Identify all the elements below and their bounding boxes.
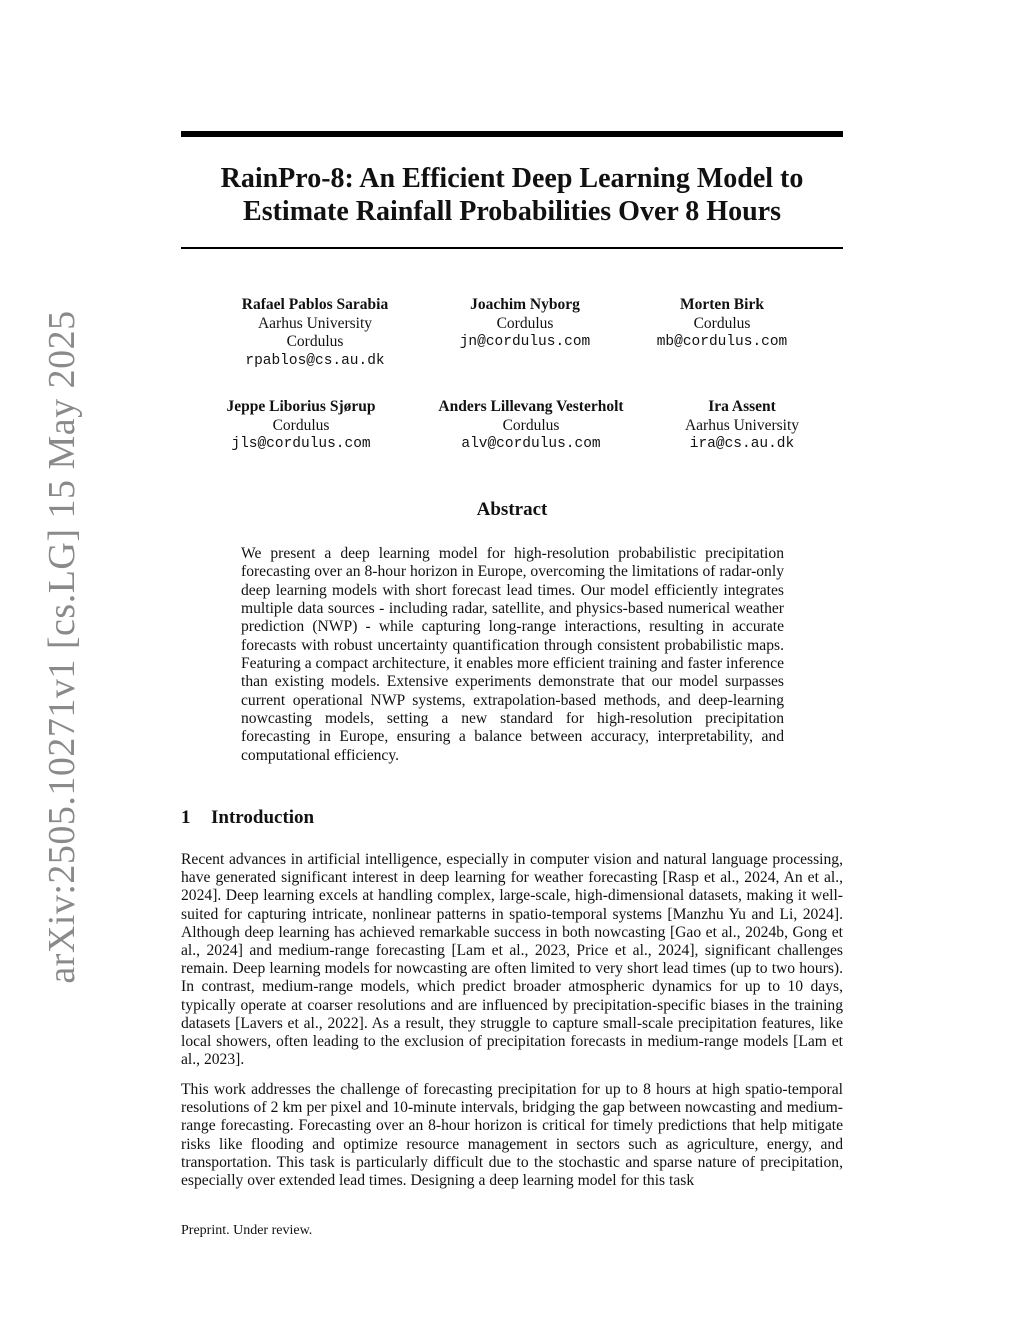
author-name: Morten Birk bbox=[680, 296, 764, 313]
author-block bbox=[181, 398, 421, 454]
paper-title bbox=[181, 162, 843, 228]
author-email: alv@cordulus.com bbox=[461, 436, 601, 452]
section-number: 1 bbox=[181, 807, 191, 828]
author-block bbox=[411, 398, 651, 454]
paper-title-line-2: Estimate Rainfall Probabilities Over 8 Hours bbox=[243, 196, 781, 227]
author-affiliation: Aarhus University bbox=[257, 314, 373, 332]
page-footer-note: Preprint. Under review. bbox=[181, 1223, 313, 1238]
author-affiliation: Aarhus University bbox=[684, 416, 800, 434]
author-name: Anders Lillevang Vesterholt bbox=[438, 398, 624, 415]
author-affiliation: Cordulus bbox=[496, 314, 554, 332]
paper-title-line-1: RainPro-8: An Efficient Deep Learning Model to bbox=[220, 163, 804, 194]
author-name: Joachim Nyborg bbox=[470, 296, 580, 313]
author-email: rpablos@cs.au.dk bbox=[245, 352, 385, 369]
section-title: Introduction bbox=[211, 807, 315, 828]
author-affiliation: Cordulus bbox=[502, 416, 560, 434]
abstract-body: We present a deep learning model for high-resolution probabilistic precipitation forecasting over an 8-hour horizon in Europe, overcoming the limitations of radar-only deep learning models with short forecast lead times. Our model efficiently integrates multiple data sources - including radar, satellite, and physics-based numerical weather prediction (NWP) - while capturing long-range interactions, resulting in accurate forecasts with robust uncertainty quantification through consistent probabilistic maps. Featuring a compact architecture, it enables more efficient training and faster inference than existing models. Extensive experiments demonstrate that our model surpasses current operational NWP systems, extrapolation-based methods, and deep-learning nowcasting models, setting a new standard for high-resolution precipitation forecasting in Europe, ensuring a balance between accuracy, interpretability, and computational efficiency. bbox=[241, 545, 784, 764]
title-bottom-rule bbox=[181, 247, 843, 249]
author-block bbox=[622, 398, 862, 454]
author-email: jn@cordulus.com bbox=[459, 334, 591, 350]
arxiv-identifier: arXiv:2505.10271v1 [cs.LG] 15 May 2025 bbox=[41, 310, 83, 984]
author-block bbox=[195, 296, 435, 370]
author-affiliation: Cordulus bbox=[693, 314, 751, 332]
author-name: Ira Assent bbox=[708, 398, 776, 415]
author-affiliation: Cordulus bbox=[272, 416, 330, 434]
section-heading-introduction bbox=[181, 807, 314, 829]
author-email: jls@cordulus.com bbox=[231, 436, 371, 452]
intro-paragraph-1: Recent advances in artificial intelligence, especially in computer vision and natural language processing, have generated significant interest in deep learning for weather forecasting [Rasp et al., 2024, An et al., 2024]. Deep learning excels at handling complex, large-scale, high-dimensional datasets, making it well-suited for capturing intricate, nonlinear patterns in spatio-temporal systems [Manzhu Yu and Li, 2024]. Although deep learning has achieved remarkable success in both nowcasting [Gao et al., 2024b, Gong et al., 2024] and medium-range forecasting [Lam et al., 2023, Price et al., 2024], significant challenges remain. Deep learning models for nowcasting are often limited to very short lead times (up to two hours). In contrast, medium-range models, which predict broader atmospheric dynamics for up to 10 days, typically operate at coarser resolutions and are influenced by precipitation-specific biases in the training datasets [Lavers et al., 2022]. As a result, they struggle to capture small-scale precipitation features, like local showers, often leading to the exclusion of precipitation forecasts in medium-range models [Lam et al., 2023]. bbox=[181, 851, 843, 1069]
abstract-heading: Abstract bbox=[476, 499, 548, 520]
title-top-rule bbox=[181, 131, 843, 137]
author-email: ira@cs.au.dk bbox=[689, 436, 795, 452]
intro-paragraph-2: This work addresses the challenge of forecasting precipitation for up to 8 hours at high spatio-temporal resolutions of 2 km per pixel and 10-minute intervals, bridging the gap between nowcasting and medium-range forecasting. Forecasting over an 8-hour horizon is critical for timely predictions that help mitigate risks like flooding and optimize resource management in sectors such as agriculture, energy, and transportation. This task is particularly difficult due to the stochastic and sparse nature of precipitation, especially over extended lead times. Designing a deep learning model for this task bbox=[181, 1081, 843, 1190]
author-block bbox=[602, 296, 842, 352]
author-name: Rafael Pablos Sarabia bbox=[241, 296, 389, 313]
author-name: Jeppe Liborius Sjørup bbox=[226, 398, 376, 415]
author-email: mb@cordulus.com bbox=[656, 334, 788, 350]
author-affiliation: Cordulus bbox=[286, 333, 344, 350]
